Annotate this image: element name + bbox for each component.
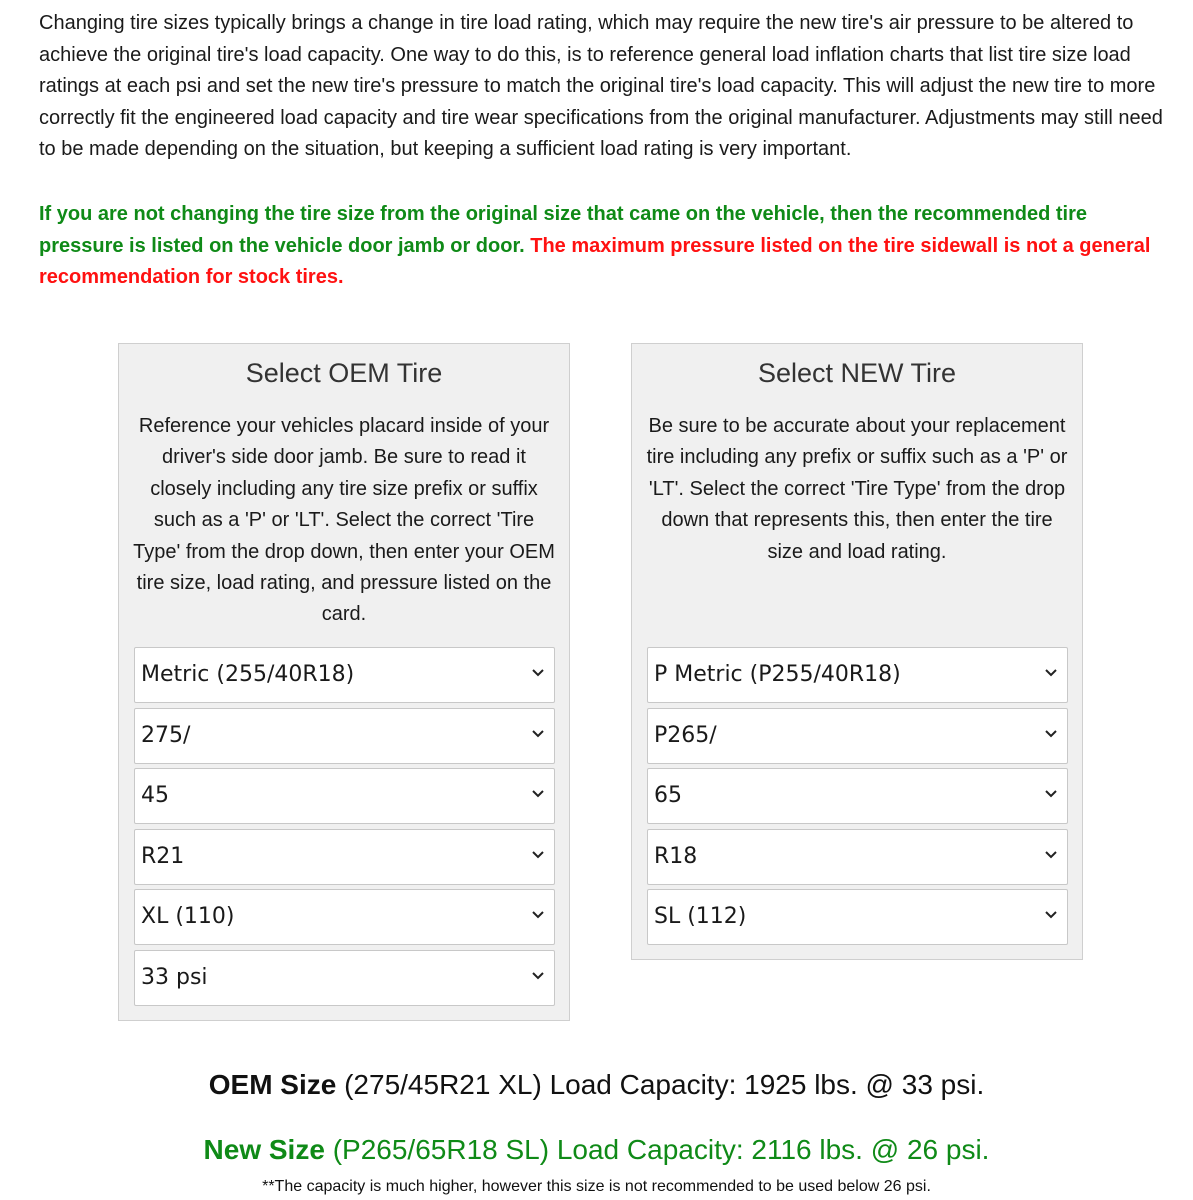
new-load-select[interactable] [647, 889, 1068, 945]
select-value: P265/ [654, 723, 717, 748]
chevron-down-icon [531, 850, 545, 860]
chevron-down-icon [531, 668, 545, 678]
notice-green-text: If you are not changing the tire size from the original size that came on the vehicle, then the recommended tire pressure is listed on the vehicle door jamb or door. [39, 203, 1087, 257]
chevron-down-icon [531, 910, 545, 920]
select-value: R21 [141, 844, 185, 869]
stock-tire-notice [39, 199, 1159, 294]
select-value: 65 [654, 783, 682, 808]
select-value: Metric (255/40R18) [141, 662, 355, 687]
new-panel-title: Select NEW Tire [757, 358, 957, 388]
oem-panel-description: Reference your vehicles placard inside of your driver's side door jamb. Be sure to read it closely including any tire size prefix or suffix such as a 'P' or 'LT'. Select the correct 'Tire Type' from the drop down, then enter your OEM tire size, load rating, and pressure listed on the card. [133, 415, 555, 626]
capacity-footnote: **The capacity is much higher, however this size is not recommended to be used below 26 psi. [262, 1178, 931, 1195]
select-value: XL (110) [141, 904, 235, 929]
select-value: P Metric (P255/40R18) [654, 662, 901, 687]
oem-width-select[interactable] [134, 708, 555, 764]
chevron-down-icon [531, 729, 545, 739]
chevron-down-icon [1044, 910, 1058, 920]
oem-rim-select[interactable] [134, 829, 555, 885]
oem-panel-title: Select OEM Tire [245, 358, 443, 388]
select-value: 45 [141, 783, 169, 808]
new-tire-type-select[interactable] [647, 647, 1068, 703]
oem-load-select[interactable] [134, 889, 555, 945]
oem-pressure-select[interactable] [134, 950, 555, 1006]
new-rim-select[interactable] [647, 829, 1068, 885]
oem-tire-type-select[interactable] [134, 647, 555, 703]
chevron-down-icon [1044, 729, 1058, 739]
select-value: 275/ [141, 723, 191, 748]
new-aspect-ratio-select[interactable] [647, 768, 1068, 824]
new-result-label: New Size [203, 1134, 325, 1165]
oem-result-text: (275/45R21 XL) Load Capacity: 1925 lbs. @ 33 psi. [336, 1069, 985, 1100]
new-width-select[interactable] [647, 708, 1068, 764]
chevron-down-icon [1044, 789, 1058, 799]
select-value: 33 psi [141, 965, 208, 990]
chevron-down-icon [1044, 668, 1058, 678]
oem-result-label: OEM Size [208, 1069, 337, 1100]
notice-red-text: The maximum pressure listed on the tire sidewall is not a general recommendation for stock tires. [39, 234, 1151, 289]
oem-aspect-ratio-select[interactable] [134, 768, 555, 824]
oem-result [0, 1069, 1193, 1101]
chevron-down-icon [531, 971, 545, 981]
new-tire-panel [631, 343, 1083, 960]
new-result [0, 1134, 1193, 1166]
new-panel-description: Be sure to be accurate about your replacement tire including any prefix or suffix such as a 'P' or 'LT'. Select the correct 'Tire Type' from the drop down that represents this, then enter the tire size and load rating. [646, 415, 1068, 563]
chevron-down-icon [1044, 850, 1058, 860]
select-value: R18 [654, 844, 698, 869]
new-result-text: (P265/65R18 SL) Load Capacity: 2116 lbs. @ 26 psi. [324, 1134, 990, 1165]
chevron-down-icon [531, 789, 545, 799]
select-value: SL (112) [654, 904, 747, 929]
oem-tire-panel [118, 343, 570, 1021]
intro-paragraph: Changing tire sizes typically brings a change in tire load rating, which may require the new tire's air pressure to be altered to achieve the original tire's load capacity. One way to do this, is to reference general load inflation charts that list tire size load ratings at each psi and set the new tire's pressure to match the original tire's load capacity. This will adjust the new tire to more correctly fit the engineered load capacity and tire wear specifications from the original manufacturer. Adjustments may still need to be made depending on the situation, but keeping a sufficient load rating is very important. [39, 12, 1163, 161]
